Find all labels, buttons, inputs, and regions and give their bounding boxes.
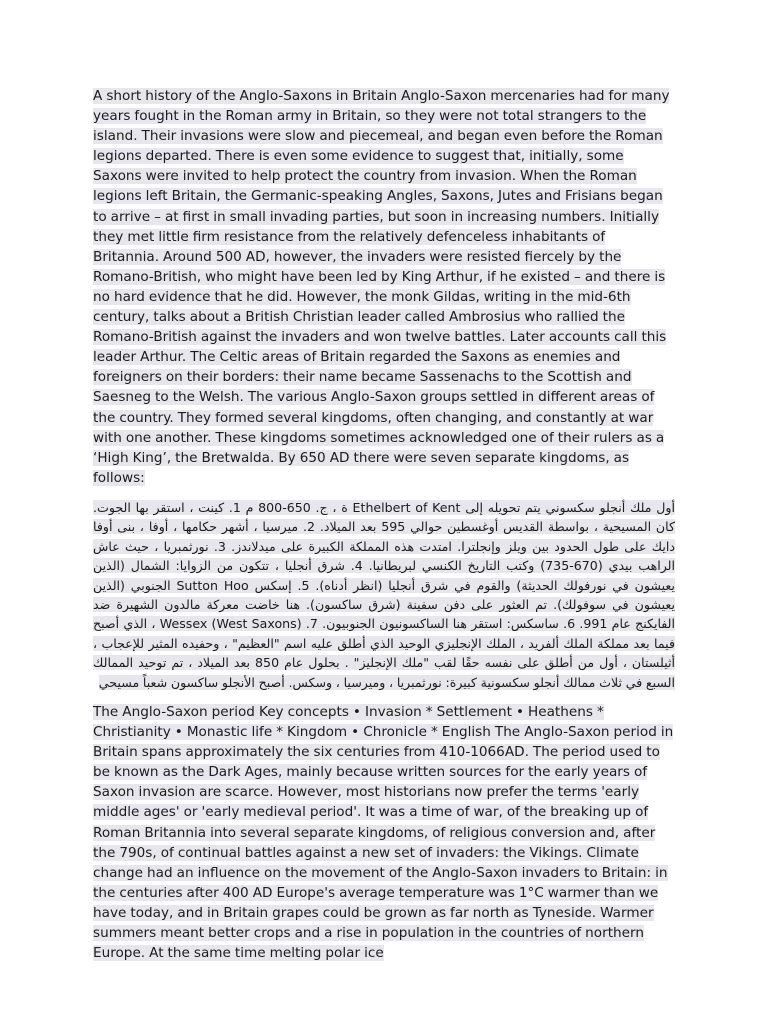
highlighted-text: A short history of the Anglo-Saxons in Britain Anglo-Saxon mercenaries had for many years fought in the Roman army in Britain, so they were not total strangers to the island. Their invasions were slow and piecemeal, and began even before the Roman legions departed. There is even some evidence to suggest that, initially, some Saxons were invited to help protect the country from invasion. When the Roman legions left Britain, the Germanic-speaking Angles, Saxons, Jutes and Frisians began to arrive – at first in small invading parties, but soon in increasing numbers. Initially they met little firm resistance from the relatively defenceless inhabitants of Britannia. Around 500 AD, however, the invaders were resisted fiercely by the Romano-British, who might have been led by King Arthur, if he existed – and there is no hard evidence that he did. However, the monk Gildas, writing in the mid-6th century, talks about a British Christian leader called Ambrosius who rallied the Romano-British against the invaders and won twelve battles. Later accounts call this leader Arthur. The Celtic areas of Britain regarded the Saxons as enemies and foreigners on their borders: their name became Sassenachs to the Scottish and Saesneg to the Welsh. The various Anglo-Saxon groups settled in different areas of the country. They formed several kingdoms, often changing, and constantly at war with one another. These kingdoms sometimes acknowledged one of their rulers as a ‘High King’, the Bretwalda. By 650 AD there were seven separate kingdoms, as follows: <box>93 88 670 486</box>
paragraph-arabic-kingdoms <box>93 498 675 692</box>
paragraph-anglo-saxon-period <box>93 702 675 963</box>
highlighted-text: أول ملك أنجلو سكسوني يتم تحويله إلى Ethelbert of Kent ة ، ج. 650-800 م 1. كينت ، استقر بها الجوت. كان المسيحية ، بواسطة القديس أوغسطين حوالي 595 بعد الميلاد. 2. ميرسيا ، أشهر حكامها ، أوفا ، بنى أوفا دايك على طول الحدود بين ويلز وإنجلترا. امتدت هذه المملكة الكبيرة على ميدلاندز. 3. نورثمبريا ، حيث عاش الراهب بيدي (670-735) وكتب التاريخ الكنسي لبريطانيا. 4. شرق أنجليا ، تتكون من الزوايا: الشمال (الذين يعيشون في نورفولك الحديثة) والقوم في شرق أنجليا (انظر أدناه). 5. إسكس Sutton Hoo الجنوبي (الذين يعيشون في سوفولك). تم العثور على دفن سفينة (شرق ساكسون). هنا خاضت معركة مالدون الشهيرة ضد الفايكنج عام 991. 6. ساسكس: استقر هنا الساكسونيون الجنوبيون. 7. Wessex (West Saxons) ، الذي أصبح فيما بعد مملكة الملك ألفريد ، الملك الإنجليزي الوحيد الذي أطلق عليه اسم "العظيم" ، وحفيده المثير للإعجاب ، أثيلستان ، أول من أطلق على نفسه حقًا لقب "ملك الإنجليز" . بحلول عام 850 بعد الميلاد ، تم توحيد الممالك السبع في ثلاث ممالك أنجلو سكسونية كبيرة: نورثمبريا ، وميرسيا ، وسكس. أصبح الأنجلو ساكسون شعباً مسيحي <box>93 499 676 690</box>
document-page <box>93 86 675 971</box>
highlighted-text: The Anglo-Saxon period Key concepts • Invasion * Settlement • Heathens * Christianity • Monastic life * Kingdom • Chronicle * English The Anglo-Saxon period in Britain spans approximately the six centuries from 410-1066AD. The period used to be known as the Dark Ages, mainly because written sources for the early years of Saxon invasion are scarce. However, most historians now prefer the terms 'early middle ages' or 'early medieval period'. It was a time of war, of the breaking up of Roman Britannia into several separate kingdoms, of religious conversion and, after the 790s, of continual battles against a new set of invaders: the Vikings. Climate change had an influence on the movement of the Anglo-Saxon invaders to Britain: in the centuries after 400 AD Europe's average temperature was 1°C warmer than we have today, and in Britain grapes could be grown as far north as Tyneside. Warmer summers meant better crops and a rise in population in the countries of northern Europe. At the same time melting polar ice <box>93 703 674 962</box>
paragraph-anglo-saxon-history <box>93 86 675 488</box>
